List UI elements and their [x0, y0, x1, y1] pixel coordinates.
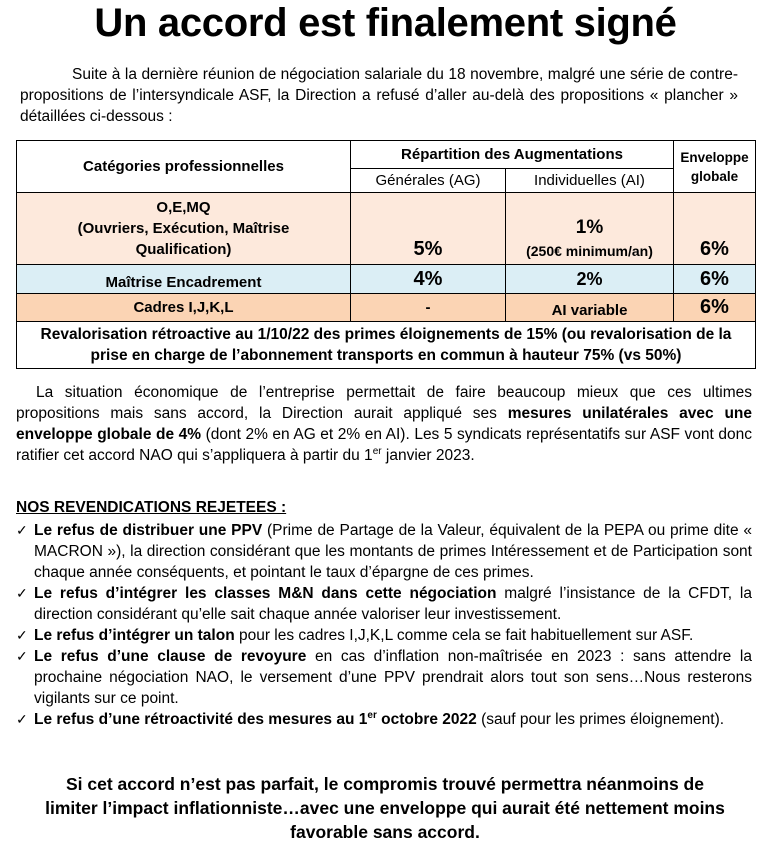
row-ag: 5% — [351, 193, 506, 265]
context-bold: mesures unilatérales avec une enveloppe globale de 4% — [16, 405, 752, 443]
checkmark-icon: ✓ — [16, 648, 28, 664]
checkmark-icon: ✓ — [16, 627, 28, 643]
claims-list — [16, 520, 752, 730]
claim-text: pour les cadres I,J,K,L comme cela se fait habituellement sur ASF. — [234, 627, 694, 644]
raises-table — [16, 140, 756, 369]
row-envelope: 6% — [674, 193, 756, 265]
row-category — [17, 193, 351, 265]
row-ai-note: (250€ minimum/an) — [526, 243, 653, 259]
claims-heading: NOS REVENDICATIONS REJETEES : — [16, 499, 287, 516]
context-paragraph — [16, 382, 752, 466]
row-ag: 4% — [351, 265, 506, 294]
header-repartition: Répartition des Augmentations — [351, 141, 674, 169]
checkmark-icon: ✓ — [16, 585, 28, 601]
row-ai: AI variable — [506, 294, 674, 322]
checkmark-icon: ✓ — [16, 711, 28, 727]
row-category-line2: (Ouvriers, Exécution, Maîtrise — [77, 220, 290, 237]
checkmark-icon: ✓ — [16, 522, 28, 538]
claim-text: (sauf pour les primes éloignement). — [476, 711, 725, 728]
page-title: Un accord est finalement signé — [94, 1, 677, 45]
intro-paragraph: Suite à la dernière réunion de négociation salariale du 18 novembre, malgré une série de contre-propositions de l’intersyndicale ASF, la Direction a refusé d’aller au-delà des propositions « plancher » détaillées ci-dessous : — [20, 66, 738, 125]
row-category: Cadres I,J,K,L — [17, 294, 351, 322]
header-envelope — [674, 141, 756, 193]
claim-text: malgré l’insistance de la CFDT, la direction considérant qu’elle sait chaque année valoriser leur investissement. — [34, 585, 752, 623]
row-ag: - — [351, 294, 506, 322]
header-category: Catégories professionnelles — [17, 141, 351, 193]
table-row — [17, 265, 756, 294]
row-category-line1: O,E,MQ — [156, 199, 211, 216]
context-part1: La situation économique de l’entreprise permettait de faire beaucoup mieux que ces ultimes propositions mais sans accord, la Direction aurait appliqué ses — [16, 384, 752, 422]
claim-text: (Prime de Partage de la Valeur, équivalent de la PEPA ou prime dite « MACRON »), la direction considérant que les montants de primes Intéressement et de Participation sont chaque année conséquents, et pointant le taux d’épargne de ces primes. — [34, 522, 753, 581]
conclusion-paragraph: Si cet accord n’est pas parfait, le compromis trouvé permettra néanmoins de limiter l’impact inflationniste…avec une enveloppe qui aurait été nettement moins favorable sans accord. — [45, 774, 725, 842]
claim-bold: Le refus d’une rétroactivité des mesures au 1 — [34, 711, 368, 728]
claim-sup: er — [367, 709, 377, 721]
table-row — [17, 193, 756, 265]
row-envelope: 6% — [674, 265, 756, 294]
list-item — [16, 520, 752, 583]
row-envelope: 6% — [674, 294, 756, 322]
table-footer-note: Revalorisation rétroactive au 1/10/22 des primes éloignements de 15% (ou revalorisation de la prise en charge de l’abonnement transports en commun à hauteur 75% (vs 50%) — [17, 322, 756, 369]
row-category-line3: Qualification) — [135, 241, 232, 258]
header-envelope-line1: Enveloppe — [680, 149, 749, 165]
list-item — [16, 709, 752, 730]
context-sup: er — [372, 445, 382, 457]
row-ai — [506, 193, 674, 265]
table-row — [17, 294, 756, 322]
list-item — [16, 646, 752, 709]
header-ag: Générales (AG) — [351, 169, 506, 193]
row-ai: 2% — [506, 265, 674, 294]
claim-bold2: octobre 2022 — [376, 711, 477, 728]
claim-bold: Le refus d’intégrer les classes M&N dans cette négociation — [34, 585, 497, 602]
header-ai: Individuelles (AI) — [506, 169, 674, 193]
claim-text: en cas d’inflation non-maîtrisée en 2023 : sans attendre la prochaine négociation NAO, le versement d’une PPV prendrait alors tout son sens…Nous resterons vigilants sur ce point. — [34, 648, 752, 707]
list-item — [16, 583, 752, 625]
header-envelope-line2: globale — [690, 168, 739, 184]
row-ai-value: 1% — [575, 217, 604, 238]
claim-bold: Le refus d’intégrer un talon — [34, 627, 235, 644]
context-part3: janvier 2023. — [381, 447, 475, 464]
row-category: Maîtrise Encadrement — [17, 265, 351, 294]
context-part2: (dont 2% en AG et 2% en AI). Les 5 syndicats représentatifs sur ASF vont donc ratifier cet accord NAO qui s’appliquera à partir du 1 — [16, 426, 753, 464]
claim-bold: Le refus d’une clause de revoyure — [34, 648, 307, 665]
claim-bold: Le refus de distribuer une PPV — [34, 522, 263, 539]
list-item — [16, 625, 752, 646]
